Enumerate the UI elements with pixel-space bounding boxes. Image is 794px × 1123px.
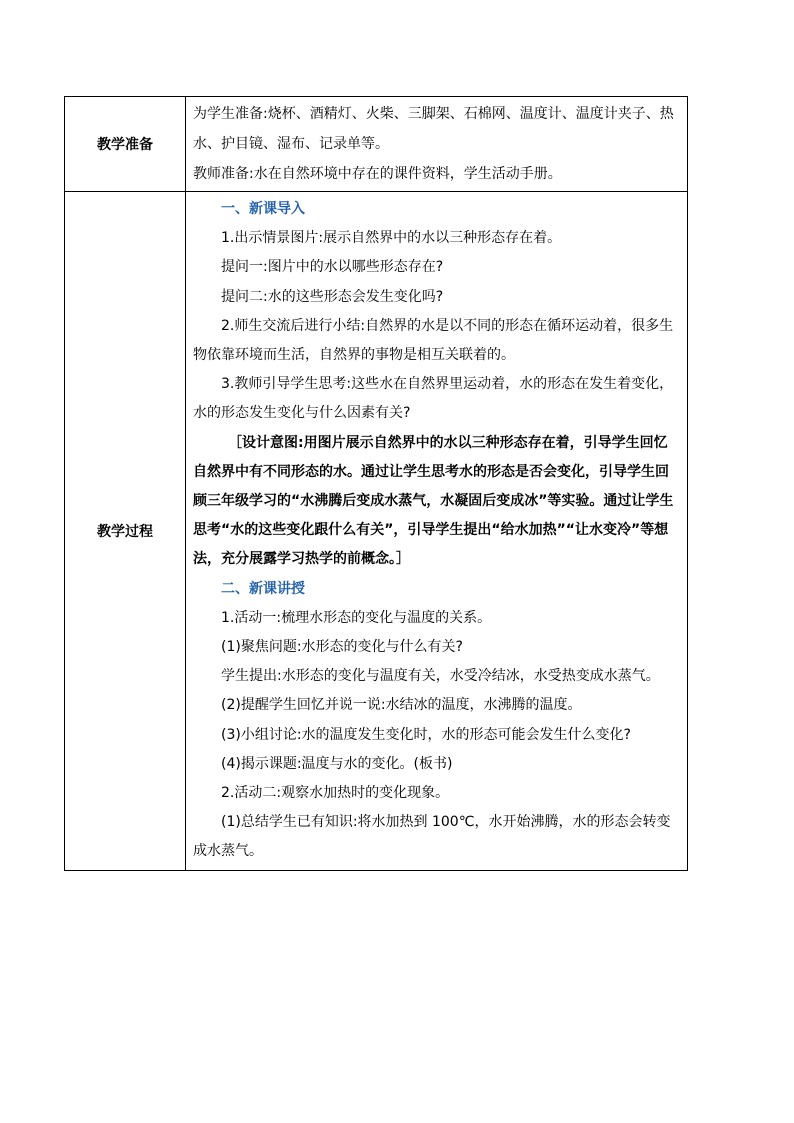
paragraph: 1.活动一:梳理水形态的变化与温度的关系。 [221,609,492,626]
paragraph: 3.教师引导学生思考:这些水在自然界里运动着，水的形态在发生着变化，水的形态发生变化与什么因素有关? [193,376,674,422]
paragraph: 提问二:水的这些形态会发生变化吗? [221,288,444,305]
prep-row [65,97,688,192]
prep-line: 为学生准备:烧杯、酒精灯、火柴、三脚架、石棉网、温度计、温度计夹子、热水、护目镜、湿布、记录单等。 [193,106,674,152]
lesson-plan-table [64,96,688,871]
section-heading: 一、新课导入 [221,201,305,217]
design-intent: ［设计意图:用图片展示自然界中的水以三种形态存在着，引导学生回忆自然界中有不同形态的水。通过让学生思考水的形态是否会变化，引导学生回顾三年级学习的“水沸腾后变成水蒸气，水凝固后变成冰”等实验。通过让学生思考“水的这些变化跟什么有关”，引导学生提出“给水加热”“让水变冷”等想法，充分展露学习热学的前概念。］ [193,434,674,568]
paragraph: (4)揭示课题:温度与水的变化。(板书) [221,755,453,772]
paragraph: 2.活动二:观察水加热时的变化现象。 [221,785,450,802]
prep-line: 教师准备:水在自然环境中存在的课件资料，学生活动手册。 [193,166,562,182]
process-content [186,192,688,871]
paragraph: (1)聚焦问题:水形态的变化与什么有关? [221,639,463,656]
prep-label: 教学准备 [65,97,186,192]
section-heading: 二、新课讲授 [221,580,305,597]
process-row [65,192,688,871]
paragraph: 1.出示情景图片:展示自然界中的水以三种形态存在着。 [221,230,562,247]
paragraph: (2)提醒学生回忆并说一说:水结冰的温度，水沸腾的温度。 [221,697,582,714]
paragraph: (3)小组讨论:水的温度发生变化时，水的形态可能会发生什么变化? [221,726,631,743]
process-label: 教学过程 [65,192,186,871]
paragraph: 提问一:图片中的水以哪些形态存在? [221,259,444,276]
paragraph: (1)总结学生已有知识:将水加热到 100℃，水开始沸腾，水的形态会转变成水蒸气。 [193,814,671,860]
paragraph: 2.师生交流后进行小结:自然界的水是以不同的形态在循环运动着，很多生物依靠环境而生活，自然界的事物是相互关联着的。 [193,317,674,364]
paragraph: 学生提出:水形态的变化与温度有关，水受冷结冰，水受热变成水蒸气。 [221,668,660,685]
prep-content [186,97,688,192]
